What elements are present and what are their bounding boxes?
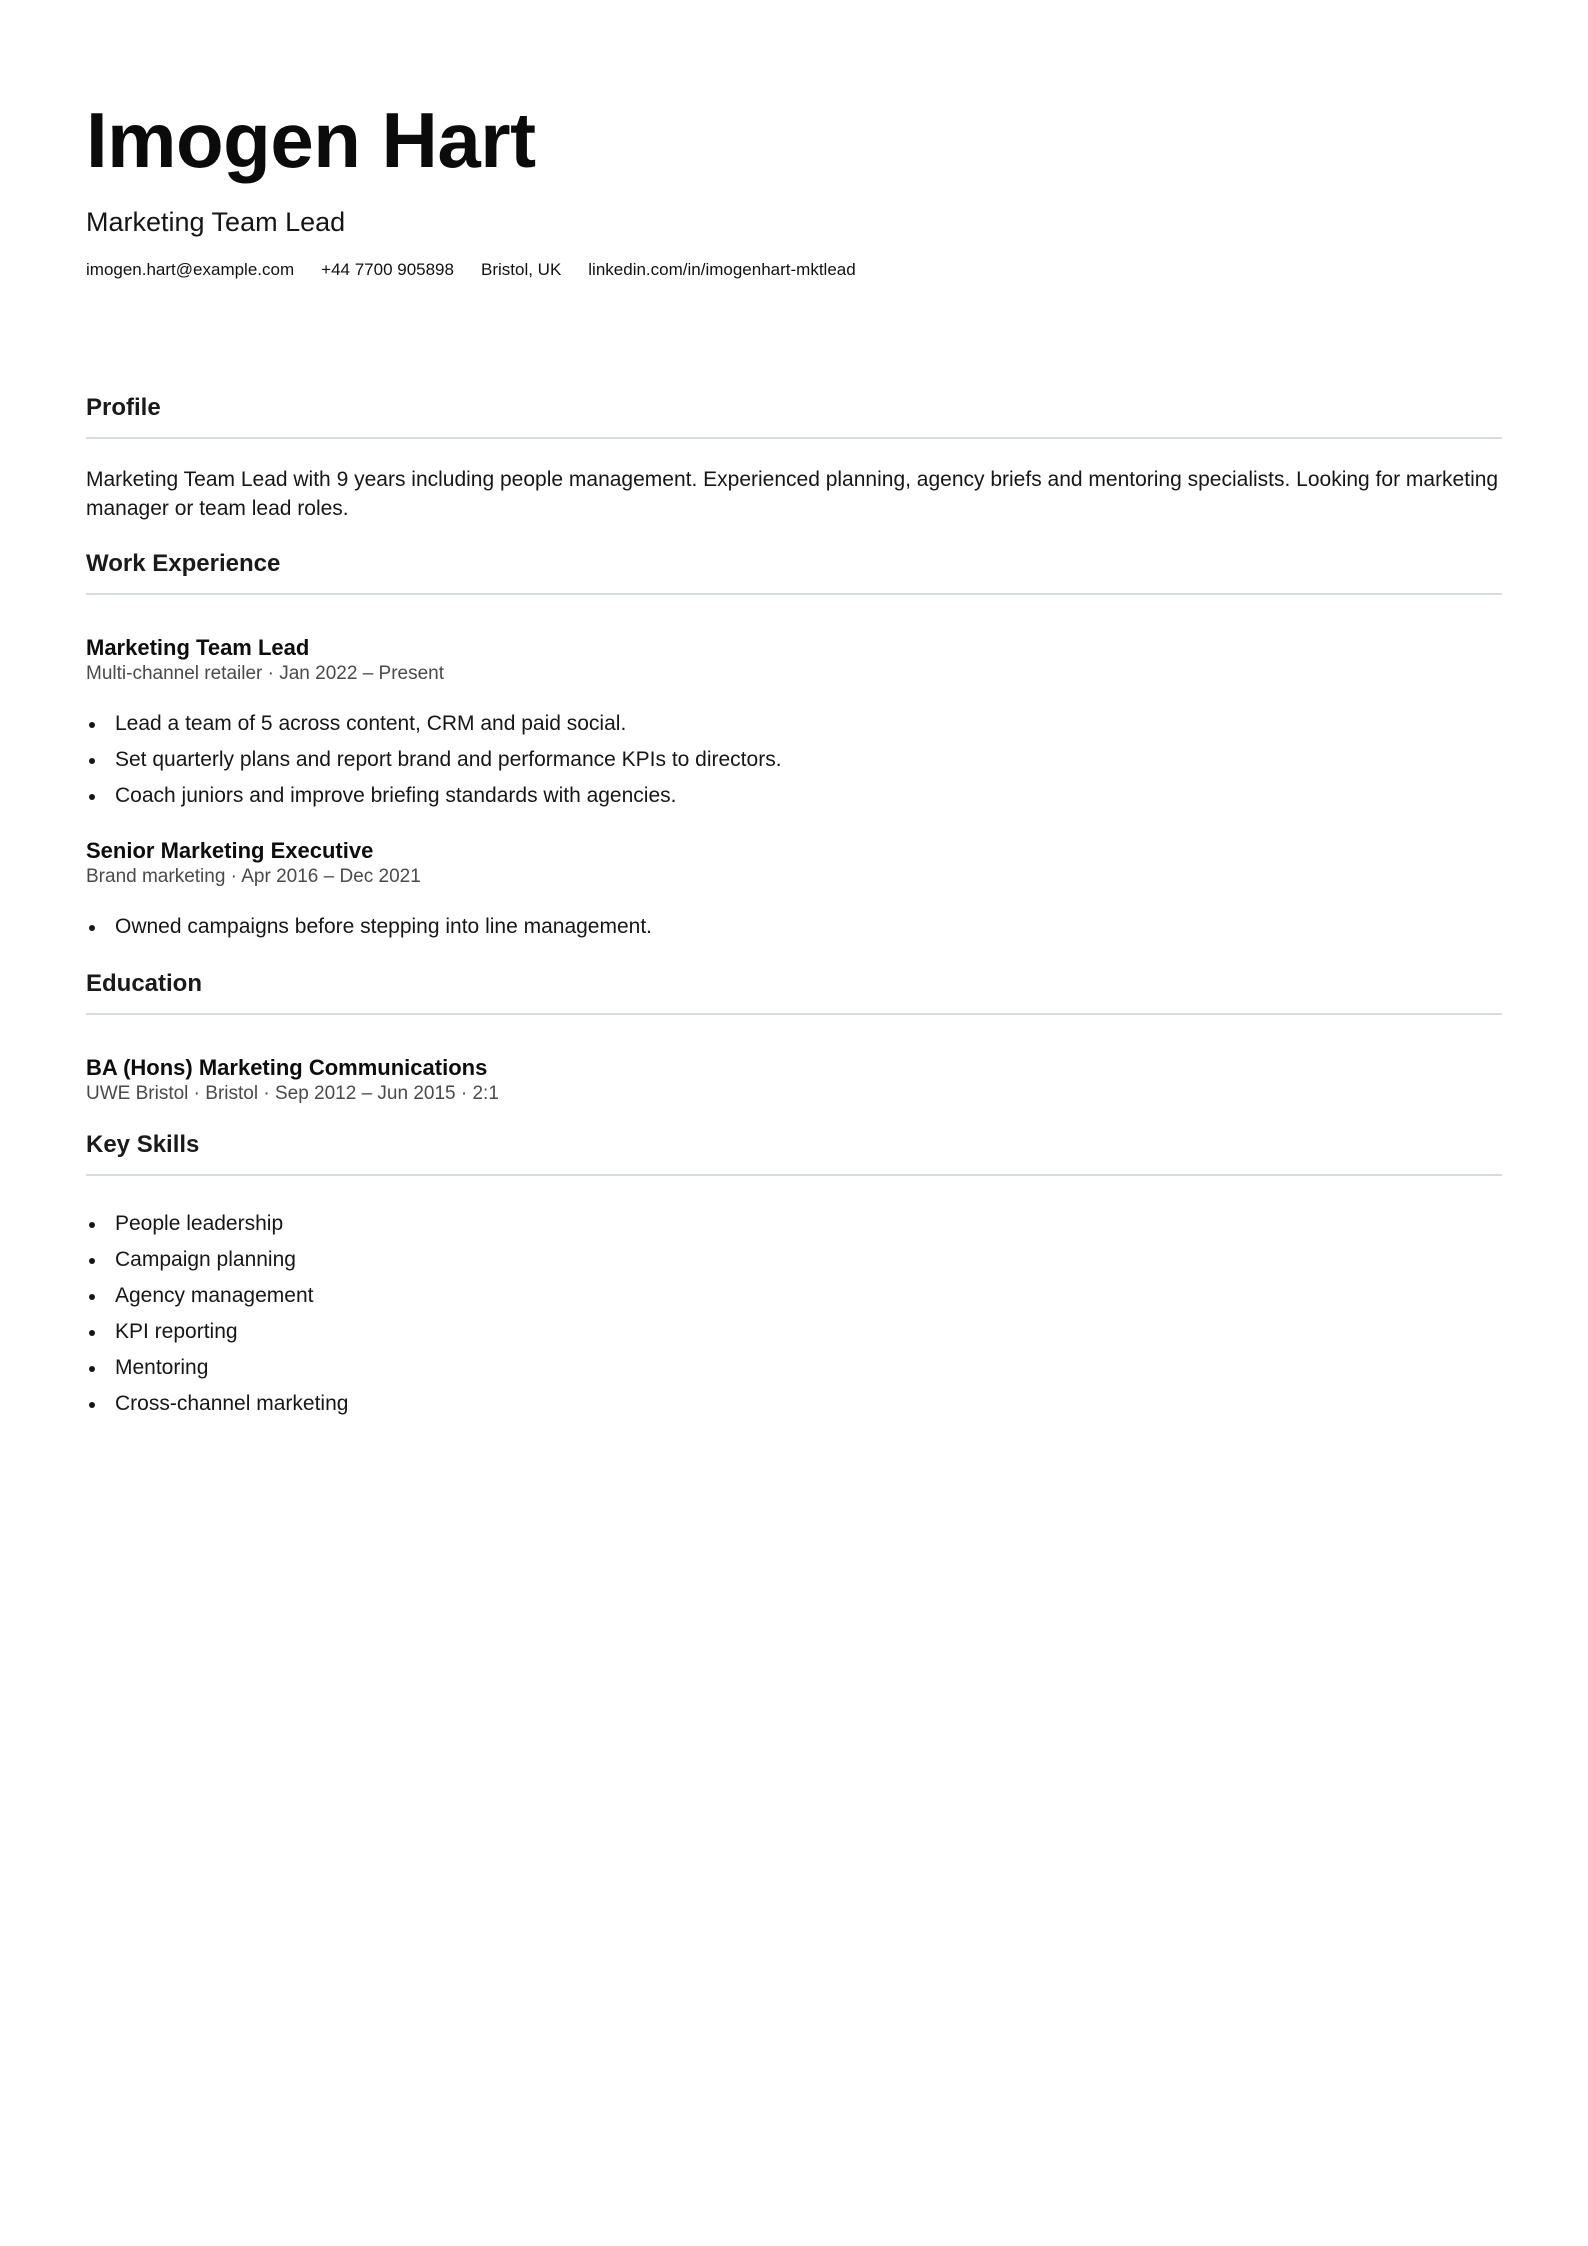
degree-title: BA (Hons) Marketing Communications: [86, 1055, 488, 1080]
section-title-work-experience: Work Experience: [86, 549, 1502, 595]
profile-section: [86, 393, 1502, 523]
job-title: Marketing Team Lead: [86, 635, 310, 660]
key-skills-section: [86, 1130, 1502, 1422]
skill-item: Cross-channel marketing: [86, 1386, 1502, 1422]
contact-linkedin[interactable]: linkedin.com/in/imogenhart-mktlead: [588, 260, 856, 279]
education-section: [86, 969, 1502, 1106]
job-bullet: Coach juniors and improve briefing standards with agencies.: [86, 778, 1502, 814]
contact-phone[interactable]: +44 7700 905898: [321, 260, 454, 279]
job-meta: Multi-channel retailer · Jan 2022 – Present: [86, 663, 445, 684]
education-entry: [86, 1055, 1502, 1106]
job-entry: [86, 838, 1502, 945]
education-meta: UWE Bristol · Bristol · Sep 2012 – Jun 2015 · 2:1: [86, 1083, 499, 1104]
job-bullets: [86, 706, 1502, 814]
skill-item: KPI reporting: [86, 1314, 1502, 1350]
resume-header: [86, 95, 1502, 281]
job-bullets: [86, 909, 1502, 945]
candidate-name: Imogen Hart: [86, 96, 536, 184]
job-bullet: Owned campaigns before stepping into line management.: [86, 909, 1502, 945]
job-bullet: Lead a team of 5 across content, CRM and paid social.: [86, 706, 1502, 742]
contact-email[interactable]: imogen.hart@example.com: [86, 260, 295, 279]
skill-item: Agency management: [86, 1278, 1502, 1314]
job-entry: [86, 635, 1502, 814]
skill-item: Mentoring: [86, 1350, 1502, 1386]
section-title-education: Education: [86, 969, 1502, 1015]
skill-item: Campaign planning: [86, 1242, 1502, 1278]
job-title: Senior Marketing Executive: [86, 838, 374, 863]
contact-row: [86, 259, 1502, 281]
profile-summary: Marketing Team Lead with 9 years including people management. Experienced planning, agency briefs and mentoring specialists. Looking for marketing manager or team lead roles.: [86, 468, 1499, 520]
skill-item: People leadership: [86, 1206, 1502, 1242]
section-title-profile: Profile: [86, 393, 1502, 439]
section-title-key-skills: Key Skills: [86, 1130, 1502, 1176]
job-bullet: Set quarterly plans and report brand and performance KPIs to directors.: [86, 742, 1502, 778]
job-meta: Brand marketing · Apr 2016 – Dec 2021: [86, 866, 421, 887]
contact-location: Bristol, UK: [480, 260, 562, 279]
skills-list: [86, 1206, 1502, 1422]
candidate-headline: Marketing Team Lead: [86, 207, 346, 237]
work-experience-section: [86, 549, 1502, 945]
